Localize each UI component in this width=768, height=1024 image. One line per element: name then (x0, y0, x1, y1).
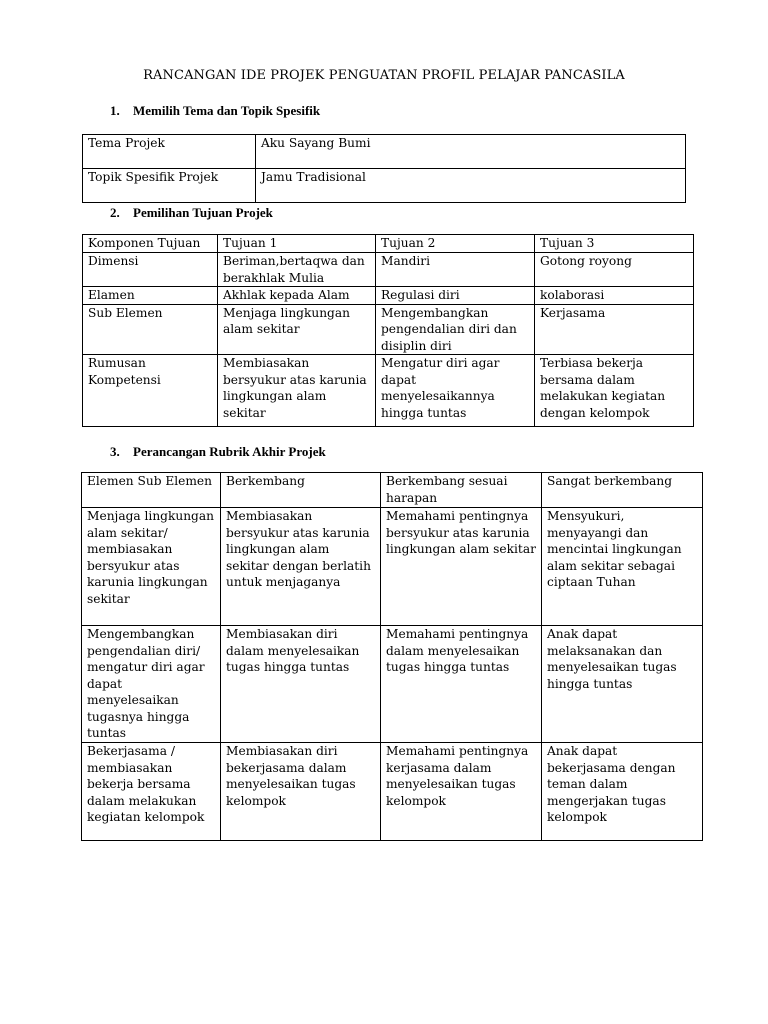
table-cell: Menjaga lingkungan alam sekitar/ membiasakan bersyukur atas karunia lingkungan sekitar (82, 508, 221, 626)
table-cell: Mandiri (376, 253, 535, 287)
table-cell: Regulasi diri (376, 287, 535, 305)
table-row (82, 626, 703, 743)
table-cell: Anak dapat bekerjasama dengan teman dalam mengerjakan tugas kelompok (542, 743, 703, 841)
table-header-cell: Elemen Sub Elemen (82, 473, 221, 508)
table-cell: Bekerjasama / membiasakan bekerja bersama dalam melakukan kegiatan kelompok (82, 743, 221, 841)
table-cell: Elamen (83, 287, 218, 305)
theme-topic-table (82, 134, 686, 203)
table-header-cell: Berkembang (221, 473, 381, 508)
table-cell: Tema Projek (83, 135, 256, 169)
table-row (83, 287, 694, 305)
section-3-number: 3. (110, 444, 120, 459)
table-cell: Membiasakan diri dalam menyelesaikan tugas hingga tuntas (221, 626, 381, 743)
table-cell: Akhlak kepada Alam (218, 287, 376, 305)
table-row (83, 235, 694, 253)
table-cell: Anak dapat melaksanakan dan menyelesaikan tugas hingga tuntas (542, 626, 703, 743)
section-2-number: 2. (110, 205, 120, 220)
document-title: RANCANGAN IDE PROJEK PENGUATAN PROFIL PELAJAR PANCASILA (143, 68, 625, 83)
table-header-cell: Tujuan 1 (218, 235, 376, 253)
rubric-table (81, 472, 703, 841)
table-cell: Jamu Tradisional (256, 169, 686, 203)
table-cell: Gotong royong (535, 253, 694, 287)
table-header-cell: Sangat berkembang (542, 473, 703, 508)
table-row (82, 473, 703, 508)
table-cell: Kerjasama (535, 304, 694, 355)
table-header-cell: Tujuan 3 (535, 235, 694, 253)
table-cell: Membiasakan diri bekerjasama dalam menyelesaikan tugas kelompok (221, 743, 381, 841)
table-row (83, 169, 686, 203)
table-row (83, 304, 694, 355)
table-cell: Mengembangkan pengendalian diri dan disiplin diri (376, 304, 535, 355)
table-row (82, 743, 703, 841)
table-row (83, 355, 694, 427)
section-1-number: 1. (110, 103, 120, 118)
section-1-title: Memilih Tema dan Topik Spesifik (133, 103, 321, 118)
table-cell: Rumusan Kompetensi (83, 355, 218, 427)
table-cell: Mengatur diri agar dapat menyelesaikannya hingga tuntas (376, 355, 535, 427)
table-header-cell: Berkembang sesuai harapan (381, 473, 542, 508)
section-3-title: Perancangan Rubrik Akhir Projek (133, 444, 326, 459)
table-header-cell: Tujuan 2 (376, 235, 535, 253)
table-cell: Terbiasa bekerja bersama dalam melakukan kegiatan dengan kelompok (535, 355, 694, 427)
table-cell: Beriman,bertaqwa dan berakhlak Mulia (218, 253, 376, 287)
table-cell: Dimensi (83, 253, 218, 287)
table-header-cell: Komponen Tujuan (83, 235, 218, 253)
project-goals-table (82, 234, 694, 427)
table-cell: Mengembangkan pengendalian diri/ mengatur diri agar dapat menyelesaikan tugasnya hingga tuntas (82, 626, 221, 743)
table-row (82, 508, 703, 626)
table-cell: Memahami pentingnya bersyukur atas karunia lingkungan alam sekitar (381, 508, 542, 626)
table-cell: Menjaga lingkungan alam sekitar (218, 304, 376, 355)
table-cell: Sub Elemen (83, 304, 218, 355)
section-2-title: Pemilihan Tujuan Projek (133, 205, 273, 220)
table-cell: Memahami pentingnya kerjasama dalam menyelesaikan tugas kelompok (381, 743, 542, 841)
table-cell: Mensyukuri, menyayangi dan mencintai lingkungan alam sekitar sebagai ciptaan Tuhan (542, 508, 703, 626)
table-cell: Membiasakan bersyukur atas karunia lingkungan alam sekitar dengan berlatih untuk menjaganya (221, 508, 381, 626)
table-cell: Aku Sayang Bumi (256, 135, 686, 169)
table-row (83, 135, 686, 169)
table-row (83, 253, 694, 287)
table-cell: kolaborasi (535, 287, 694, 305)
table-cell: Memahami pentingnya dalam menyelesaikan tugas hingga tuntas (381, 626, 542, 743)
table-cell: Membiasakan bersyukur atas karunia lingkungan alam sekitar (218, 355, 376, 427)
table-cell: Topik Spesifik Projek (83, 169, 256, 203)
